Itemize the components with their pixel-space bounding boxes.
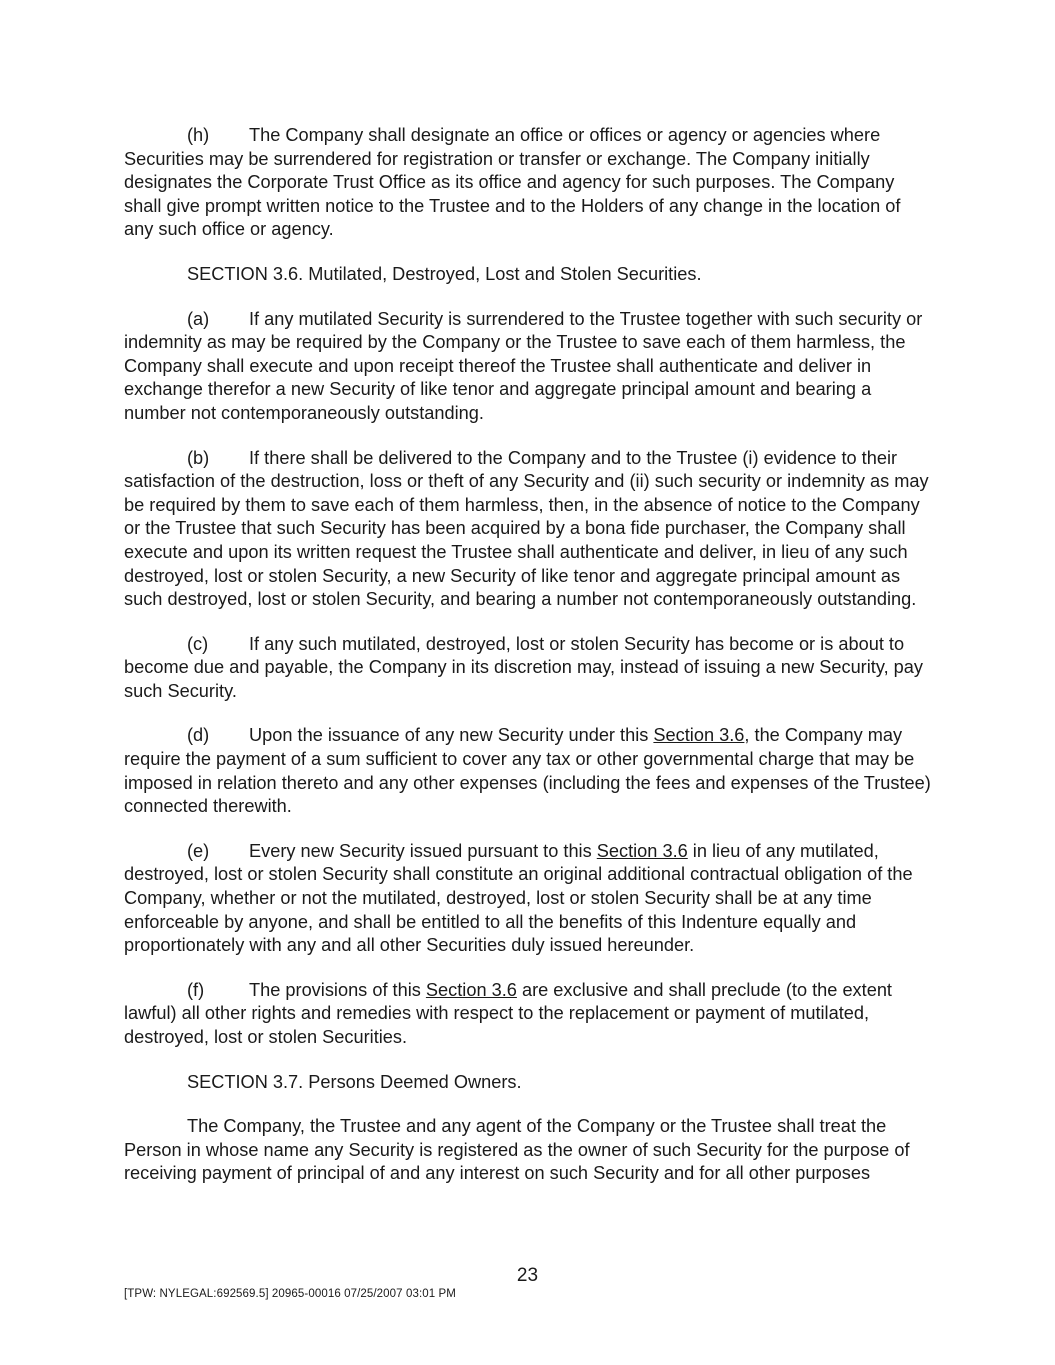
paragraph-f bbox=[124, 979, 932, 1050]
section-3-6-heading: SECTION 3.6. Mutilated, Destroyed, Lost and Stolen Securities. bbox=[187, 263, 702, 284]
section-3-7-paragraph: The Company, the Trustee and any agent of the Company or the Trustee shall treat the Person in whose name any Security is registered as the owner of such Security for the purpose of receiving payment of principal of and any interest on such Security and for all other purposes bbox=[124, 1116, 910, 1184]
paragraph-text-before: The provisions of this bbox=[249, 979, 426, 1000]
paragraph-label: (a) bbox=[187, 308, 210, 329]
paragraph-text: If there shall be delivered to the Company and to the Trustee (i) evidence to their satisfaction of the destruction, loss or theft of any Security and (ii) such security or indemnity as may be required by them to save each of them harmless, then, in the absence of notice to the Company or the Trustee that such Security has been acquired by a bona fide purchaser, the Company shall execute and upon its written request the Trustee shall authenticate and deliver, in lieu of any such destroyed, lost or stolen Security, a new Security of like tenor and aggregate principal amount as such destroyed, lost or stolen Security, and bearing a number not contemporaneously outstanding. bbox=[124, 447, 929, 610]
paragraph-label: (f) bbox=[187, 979, 205, 1000]
paragraph-label: (b) bbox=[187, 447, 210, 468]
paragraph-label: (d) bbox=[187, 725, 210, 746]
paragraph-h bbox=[124, 124, 932, 242]
paragraph-text: If any mutilated Security is surrendered to the Trustee together with such security or indemnity as may be required by the Company or the Trustee to save each of them harmless, the Company shall execute and upon receipt thereof the Trustee shall authenticate and deliver in exchange therefor a new Security of like tenor and aggregate principal amount and bearing a number not contemporaneously outstanding. bbox=[124, 308, 923, 423]
section-reference: Section 3.6 bbox=[425, 979, 517, 1000]
paragraph-text-after: , the Company may require the payment of a sum sufficient to cover any tax or other governmental charge that may be imposed in relation thereto and any other expenses (including the fees and expenses of the Trustee) connected therewith. bbox=[124, 725, 931, 817]
paragraph-b bbox=[124, 447, 932, 612]
document-footer-tag: [TPW: NYLEGAL:692569.5] 20965-00016 07/25/2007 03:01 PM bbox=[124, 1288, 456, 1300]
paragraph-a bbox=[124, 308, 932, 426]
paragraph-c bbox=[124, 633, 932, 704]
paragraph-e bbox=[124, 840, 932, 958]
paragraph-label: (c) bbox=[187, 633, 209, 654]
section-3-7-heading: SECTION 3.7. Persons Deemed Owners. bbox=[187, 1071, 522, 1092]
section-reference: Section 3.6 bbox=[596, 840, 688, 861]
paragraph-text: If any such mutilated, destroyed, lost or stolen Security has become or is about to become due and payable, the Company in its discretion may, instead of issuing a new Security, pay such Security. bbox=[124, 633, 924, 701]
paragraph-label: (h) bbox=[187, 125, 210, 145]
document-body bbox=[124, 124, 932, 1207]
page-number: 23 bbox=[516, 1265, 539, 1286]
paragraph-text-before: Every new Security issued pursuant to this bbox=[249, 840, 597, 861]
paragraph-label: (e) bbox=[187, 840, 210, 861]
paragraph-text-after: in lieu of any mutilated, destroyed, lost or stolen Security shall constitute an original additional contractual obligation of the Company, whether or not the mutilated, destroyed, lost or stolen Security shall be at any time enforceable by anyone, and shall be entitled to all the benefits of this Indenture equally and proportionately with any and all other Securities duly issued hereunder. bbox=[124, 840, 913, 956]
section-reference: Section 3.6 bbox=[653, 725, 745, 746]
paragraph-text: The Company shall designate an office or offices or agency or agencies where Securities may be surrendered for registration or transfer or exchange. The Company initially designates the Corporate Trust Office as its office and agency for such purposes. The Company shall give prompt written notice to the Trustee and to the Holders of any change in the location of any such office or agency. bbox=[124, 125, 901, 240]
paragraph-text-before: Upon the issuance of any new Security under this bbox=[249, 725, 654, 746]
paragraph-text-after: are exclusive and shall preclude (to the extent lawful) all other rights and remedies with respect to the replacement or payment of mutilated, destroyed, lost or stolen Securities. bbox=[124, 979, 892, 1047]
paragraph-d bbox=[124, 724, 932, 818]
